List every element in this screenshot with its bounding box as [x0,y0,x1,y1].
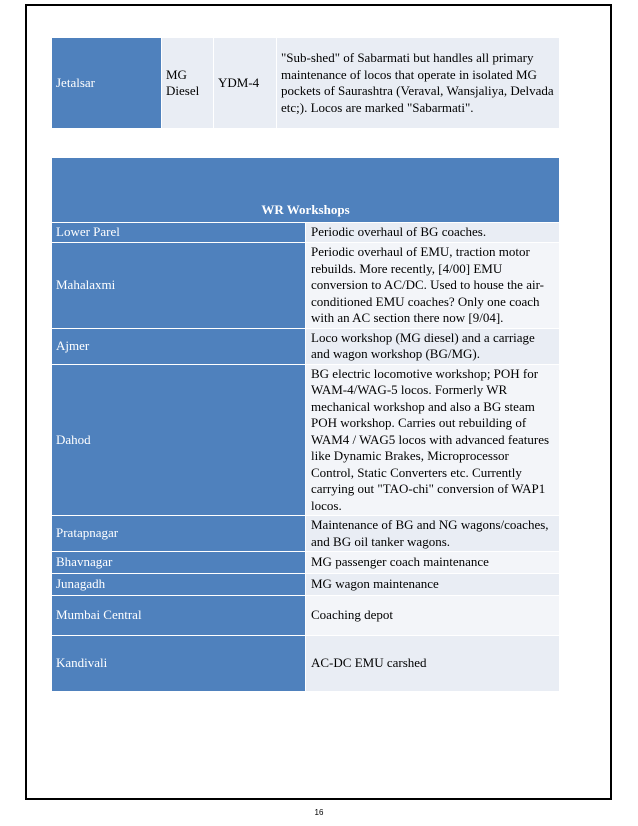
table-header-row [52,158,560,223]
note-cell: "Sub-shed" of Sabarmati but handles all primary maintenance of locos that operate in isolated MG pockets of Saurashtra (Veraval, Wansjaliya, Delvada etc;). Locos are marked "Sabarmati". [277,38,560,129]
workshop-description: AC-DC EMU carshed [306,636,560,692]
workshop-name: Junagadh [52,574,306,596]
page-number: 16 [314,808,324,817]
gauge-cell [162,38,214,129]
workshop-description: Maintenance of BG and NG wagons/coaches, and BG oil tanker wagons. [306,516,560,552]
table-row [52,574,560,596]
loco-class-cell: YDM-4 [214,38,277,129]
workshop-name: Kandivali [52,636,306,692]
workshop-description: BG electric locomotive workshop; POH for WAM-4/WAG-5 locos. Formerly WR mechanical workshop and also a BG steam POH workshop. Carries out rebuilding of WAM4 / WAG5 locos with advanced features like Dynamic Brakes, Microprocessor Control, Static Converters etc. Currently carrying out "TAO-chi" conversion of WAP1 locos. [306,364,560,516]
depot-name-cell: Jetalsar [52,38,162,129]
workshop-description: MG wagon maintenance [306,574,560,596]
workshop-description: Periodic overhaul of BG coaches. [306,223,560,243]
table-row [52,223,560,243]
depot-table [51,37,560,129]
table-row [52,243,560,329]
workshop-description: Periodic overhaul of EMU, traction motor rebuilds. More recently, [4/00] EMU conversion to AC/DC. Used to house the air-conditioned EMU coaches? Only one coach with an AC section there now [9/04]. [306,243,560,329]
workshop-name: Mumbai Central [52,596,306,636]
workshop-name: Ajmer [52,328,306,364]
workshops-table [51,157,560,692]
table-row [52,552,560,574]
workshop-description: Loco workshop (MG diesel) and a carriage and wagon workshop (BG/MG). [306,328,560,364]
gauge-line: MG [166,66,187,82]
gauge-line: Diesel [166,83,200,98]
workshops-title: WR Workshops [52,158,560,223]
table-row [52,38,560,129]
workshop-name: Bhavnagar [52,552,306,574]
table-row [52,596,560,636]
workshop-description: MG passenger coach maintenance [306,552,560,574]
workshop-name: Lower Parel [52,223,306,243]
workshop-name: Pratapnagar [52,516,306,552]
workshop-name: Mahalaxmi [52,243,306,329]
table-row [52,328,560,364]
workshop-description: Coaching depot [306,596,560,636]
table-row [52,516,560,552]
table-row [52,364,560,516]
workshop-name: Dahod [52,364,306,516]
table-row [52,636,560,692]
